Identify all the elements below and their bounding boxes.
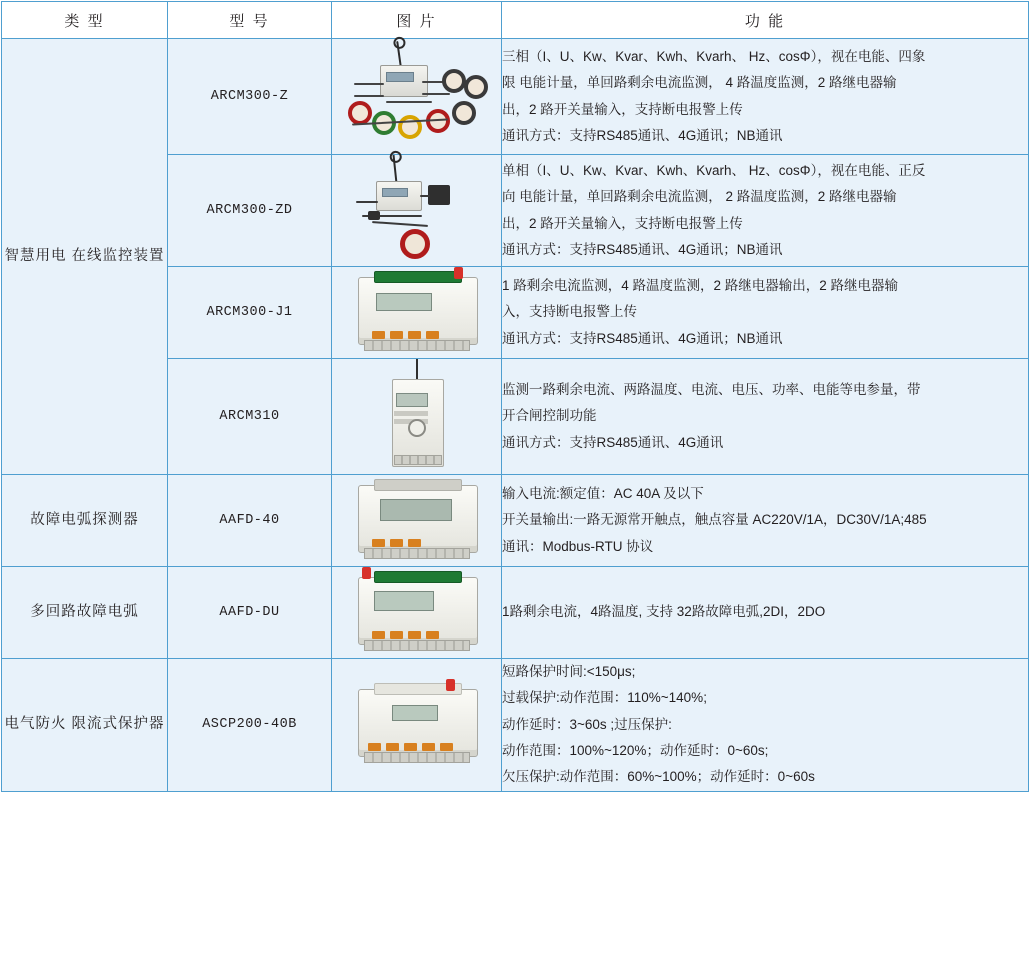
table-row [2,39,1029,155]
function-line: 通讯方式：支持RS485通讯、4G通讯；NB通讯 [502,127,783,143]
function-line: 动作延时：3~60s ;过压保护: [502,716,672,732]
cell-function [502,475,1029,567]
type-line: 在线监控装置 [71,247,165,264]
function-line: 开关量输出:一路无源常开触点，触点容量 AC220V/1A，DC30V/1A;485 [502,512,927,528]
table-row [2,475,1029,567]
cell-model: ARCM300-J1 [168,267,332,359]
function-line: 1路剩余电流，4路温度, 支持 32路故障电弧,2DI，2DO [502,604,826,620]
function-line: 通讯方式：支持RS485通讯、4G通讯；NB通讯 [502,241,783,257]
fire-protection-limiter-icon [358,679,476,765]
type-line: 故障电弧探测器 [30,511,139,528]
cell-image [332,39,502,155]
function-line: 欠压保护:动作范围：60%~100%；动作延时：0~60s [502,769,815,785]
function-line: 限 电能计量，单回路剩余电流监测， 4 路温度监测，2 路继电器输 [502,75,897,91]
tall-module-arcm310-icon [386,359,448,469]
cell-type-group2 [2,475,168,567]
function-line: 动作范围：100%~120%；动作延时：0~60s; [502,742,769,758]
three-phase-meter-with-ct-rings-icon [342,39,492,149]
table-header-row [2,2,1029,39]
type-line: 限流式保护器 [71,716,165,732]
cell-type-group4 [2,659,168,792]
type-line: 智慧用电 [4,247,67,264]
header-function: 功 能 [502,2,1029,39]
function-line: 通讯方式：支持RS485通讯、4G通讯；NB通讯 [502,330,783,346]
cell-image [332,567,502,659]
cell-image [332,267,502,359]
cell-image [332,475,502,567]
cell-function [502,267,1029,359]
product-spec-table [1,1,1029,792]
table-header [2,2,1029,39]
function-line: 通讯：Modbus-RTU 协议 [502,538,654,554]
cell-function [502,359,1029,475]
function-line: 监测一路剩余电流、两路温度、电流、电压、功率、电能等电参量，带 [502,382,921,398]
table-row [2,659,1029,792]
cell-model: AAFD-40 [168,475,332,567]
cell-function [502,39,1029,155]
cell-model: AAFD-DU [168,567,332,659]
cell-model: ASCP200-40B [168,659,332,792]
function-line: 三相（I、U、Kw、Kvar、Kwh、Kvarh、 Hz、cosΦ），视在电能、四象 [502,48,926,64]
multi-circuit-arc-detector-icon [358,567,476,653]
function-line: 通讯方式：支持RS485通讯、4G通讯 [502,434,724,450]
function-line: 短路保护时间:<150μs; [502,664,636,679]
cell-type-group1 [2,39,168,475]
cell-image [332,359,502,475]
function-line: 单相（I、U、Kw、Kvar、Kwh、Kvarh、 Hz、cosΦ），视在电能、正反 [502,162,926,178]
arc-fault-detector-aafd40-icon [358,475,476,561]
type-line: 多回路故障电弧 [30,603,139,620]
function-line: 入，支持断电报警上传 [502,304,637,320]
cell-function [502,155,1029,267]
cell-model: ARCM300-ZD [168,155,332,267]
function-line: 开合闸控制功能 [502,408,597,424]
header-image: 图 片 [332,2,502,39]
function-line: 出，2 路开关量输入，支持断电报警上传 [502,215,743,231]
table-body [2,39,1029,792]
cell-function [502,659,1029,792]
cell-model: ARCM300-Z [168,39,332,155]
function-line: 向 电能计量，单回路剩余电流监测， 2 路温度监测，2 路继电器输 [502,189,897,205]
type-line: 电气防火 [4,716,67,732]
header-type: 类 型 [2,2,168,39]
cell-type-group3 [2,567,168,659]
function-line: 1 路剩余电流监测，4 路温度监测，2 路继电器输出，2 路继电器输 [502,278,899,294]
table-row [2,567,1029,659]
cell-image [332,155,502,267]
function-line: 过载保护:动作范围：110%~140%; [502,690,707,706]
function-line: 输入电流:额定值：AC 40A 及以下 [502,486,704,502]
function-line: 出，2 路开关量输入，支持断电报警上传 [502,101,743,117]
cell-image [332,659,502,792]
din-rail-module-j1-icon [358,267,476,353]
cell-function [502,567,1029,659]
single-phase-meter-with-ct-ring-icon [342,155,492,261]
header-model: 型 号 [168,2,332,39]
cell-model: ARCM310 [168,359,332,475]
